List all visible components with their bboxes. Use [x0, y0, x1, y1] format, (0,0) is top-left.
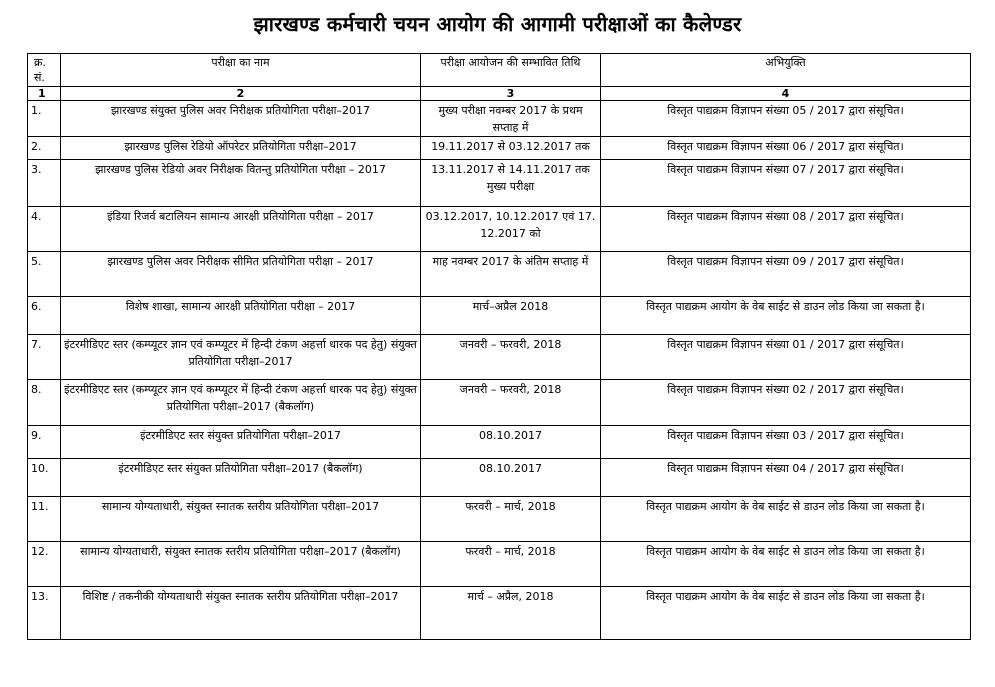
exam-name: इंडिया रिजर्व बटालियन सामान्य आरक्षी प्रतियोगिता परीक्षा – 2017	[61, 207, 421, 252]
exam-remark: विस्तृत पाद्यक्रम आयोग के वेब साईट से डाउन लोड किया जा सकता है।	[601, 542, 971, 587]
exam-remark: विस्तृत पाद्यक्रम विज्ञापन संख्या 01 / 2017 द्वारा संसूचित।	[601, 335, 971, 380]
column-number: 2	[61, 87, 421, 101]
serial-number: 5.	[28, 252, 61, 297]
exam-date: मार्च–अप्रैल 2018	[421, 297, 601, 335]
exam-name: झारखण्ड संयुक्त पुलिस अवर निरीक्षक प्रतियोगिता परीक्षा–2017	[61, 101, 421, 137]
exam-name: सामान्य योग्यताधारी, संयुक्त स्नातक स्तरीय प्रतियोगिता परीक्षा–2017	[61, 497, 421, 542]
exam-remark: विस्तृत पाद्यक्रम विज्ञापन संख्या 04 / 2017 द्वारा संसूचित।	[601, 459, 971, 497]
exam-name: विशिष्ट / तकनीकी योग्यताधारी संयुक्त स्नातक स्तरीय प्रतियोगिता परीक्षा–2017	[61, 587, 421, 640]
exam-remark: विस्तृत पाद्यक्रम विज्ञापन संख्या 06 / 2017 द्वारा संसूचित।	[601, 137, 971, 160]
table-row	[28, 160, 971, 207]
column-number: 4	[601, 87, 971, 101]
header-exam-date: परीक्षा आयोजन की सम्भावित तिथि	[421, 54, 601, 87]
column-number: 3	[421, 87, 601, 101]
exam-date: 19.11.2017 से 03.12.2017 तक	[421, 137, 601, 160]
table-row	[28, 207, 971, 252]
exam-date: जनवरी – फरवरी, 2018	[421, 380, 601, 426]
exam-remark: विस्तृत पाद्यक्रम विज्ञापन संख्या 09 / 2017 द्वारा संसूचित।	[601, 252, 971, 297]
exam-name: इंटरमीडिएट स्तर (कम्प्यूटर ज्ञान एवं कम्प्यूटर में हिन्दी टंकण अहर्त्ता धारक पद हेतु) संयुक्त प्रतियोगिता परीक्षा–2017 (बैकलॉग)	[61, 380, 421, 426]
table-row	[28, 297, 971, 335]
exam-name: झारखण्ड पुलिस अवर निरीक्षक सीमित प्रतियोगिता परीक्षा – 2017	[61, 252, 421, 297]
exam-date: जनवरी – फरवरी, 2018	[421, 335, 601, 380]
header-remark: अभियुक्ति	[601, 54, 971, 87]
serial-number: 13.	[28, 587, 61, 640]
column-number: 1	[28, 87, 61, 101]
table-row	[28, 542, 971, 587]
exam-name: इंटरमीडिएट स्तर संयुक्त प्रतियोगिता परीक्षा–2017	[61, 426, 421, 459]
exam-date: 08.10.2017	[421, 426, 601, 459]
exam-calendar-table	[27, 53, 971, 640]
table-row	[28, 426, 971, 459]
serial-number: 11.	[28, 497, 61, 542]
serial-number: 10.	[28, 459, 61, 497]
exam-name: सामान्य योग्यताधारी, संयुक्त स्नातक स्तरीय प्रतियोगिता परीक्षा–2017 (बैकलॉग)	[61, 542, 421, 587]
page-title: झारखण्ड कर्मचारी चयन आयोग की आगामी परीक्षाओं का कैलेण्डर	[253, 12, 742, 36]
exam-date: मार्च – अप्रैल, 2018	[421, 587, 601, 640]
exam-remark: विस्तृत पाद्यक्रम आयोग के वेब साईट से डाउन लोड किया जा सकता है।	[601, 497, 971, 542]
exam-name: विशेष शाखा, सामान्य आरक्षी प्रतियोगिता परीक्षा – 2017	[61, 297, 421, 335]
serial-number: 9.	[28, 426, 61, 459]
serial-number: 8.	[28, 380, 61, 426]
table-row	[28, 459, 971, 497]
exam-date: 13.11.2017 से 14.11.2017 तक मुख्य परीक्षा	[421, 160, 601, 207]
exam-remark: विस्तृत पाद्यक्रम विज्ञापन संख्या 03 / 2017 द्वारा संसूचित।	[601, 426, 971, 459]
exam-remark: विस्तृत पाद्यक्रम विज्ञापन संख्या 08 / 2017 द्वारा संसूचित।	[601, 207, 971, 252]
header-row	[28, 54, 971, 87]
table-row	[28, 101, 971, 137]
serial-number: 2.	[28, 137, 61, 160]
header-serial-number: क्र. सं.	[28, 54, 61, 87]
exam-remark: विस्तृत पाद्यक्रम आयोग के वेब साईट से डाउन लोड किया जा सकता है।	[601, 297, 971, 335]
header-exam-name: परीक्षा का नाम	[61, 54, 421, 87]
exam-remark: विस्तृत पाद्यक्रम विज्ञापन संख्या 02 / 2017 द्वारा संसूचित।	[601, 380, 971, 426]
exam-date: 08.10.2017	[421, 459, 601, 497]
serial-number: 3.	[28, 160, 61, 207]
table-row	[28, 137, 971, 160]
column-number-row	[28, 87, 971, 101]
table-row	[28, 497, 971, 542]
exam-name: इंटरमीडिएट स्तर (कम्प्यूटर ज्ञान एवं कम्प्यूटर में हिन्दी टंकण अहर्त्ता धारक पद हेतु) संयुक्त प्रतियोगिता परीक्षा–2017	[61, 335, 421, 380]
serial-number: 4.	[28, 207, 61, 252]
table-row	[28, 335, 971, 380]
serial-number: 7.	[28, 335, 61, 380]
serial-number: 1.	[28, 101, 61, 137]
serial-number: 6.	[28, 297, 61, 335]
exam-date: 03.12.2017, 10.12.2017 एवं 17. 12.2017 को	[421, 207, 601, 252]
table-row	[28, 252, 971, 297]
exam-date: माह नवम्बर 2017 के अंतिम सप्ताह में	[421, 252, 601, 297]
exam-remark: विस्तृत पाद्यक्रम विज्ञापन संख्या 05 / 2017 द्वारा संसूचित।	[601, 101, 971, 137]
exam-name: झारखण्ड पुलिस रेडियो ऑपरेटर प्रतियोगिता परीक्षा–2017	[61, 137, 421, 160]
exam-date: फरवरी – मार्च, 2018	[421, 497, 601, 542]
serial-number: 12.	[28, 542, 61, 587]
table-row	[28, 587, 971, 640]
exam-remark: विस्तृत पाद्यक्रम विज्ञापन संख्या 07 / 2017 द्वारा संसूचित।	[601, 160, 971, 207]
table-row	[28, 380, 971, 426]
exam-date: फरवरी – मार्च, 2018	[421, 542, 601, 587]
exam-remark: विस्तृत पाद्यक्रम आयोग के वेब साईट से डाउन लोड किया जा सकता है।	[601, 587, 971, 640]
exam-date: मुख्य परीक्षा नवम्बर 2017 के प्रथम सप्ताह में	[421, 101, 601, 137]
exam-name: इंटरमीडिएट स्तर संयुक्त प्रतियोगिता परीक्षा–2017 (बैकलॉग)	[61, 459, 421, 497]
exam-name: झारखण्ड पुलिस रेडियो अवर निरीक्षक वितन्तु प्रतियोगिता परीक्षा – 2017	[61, 160, 421, 207]
